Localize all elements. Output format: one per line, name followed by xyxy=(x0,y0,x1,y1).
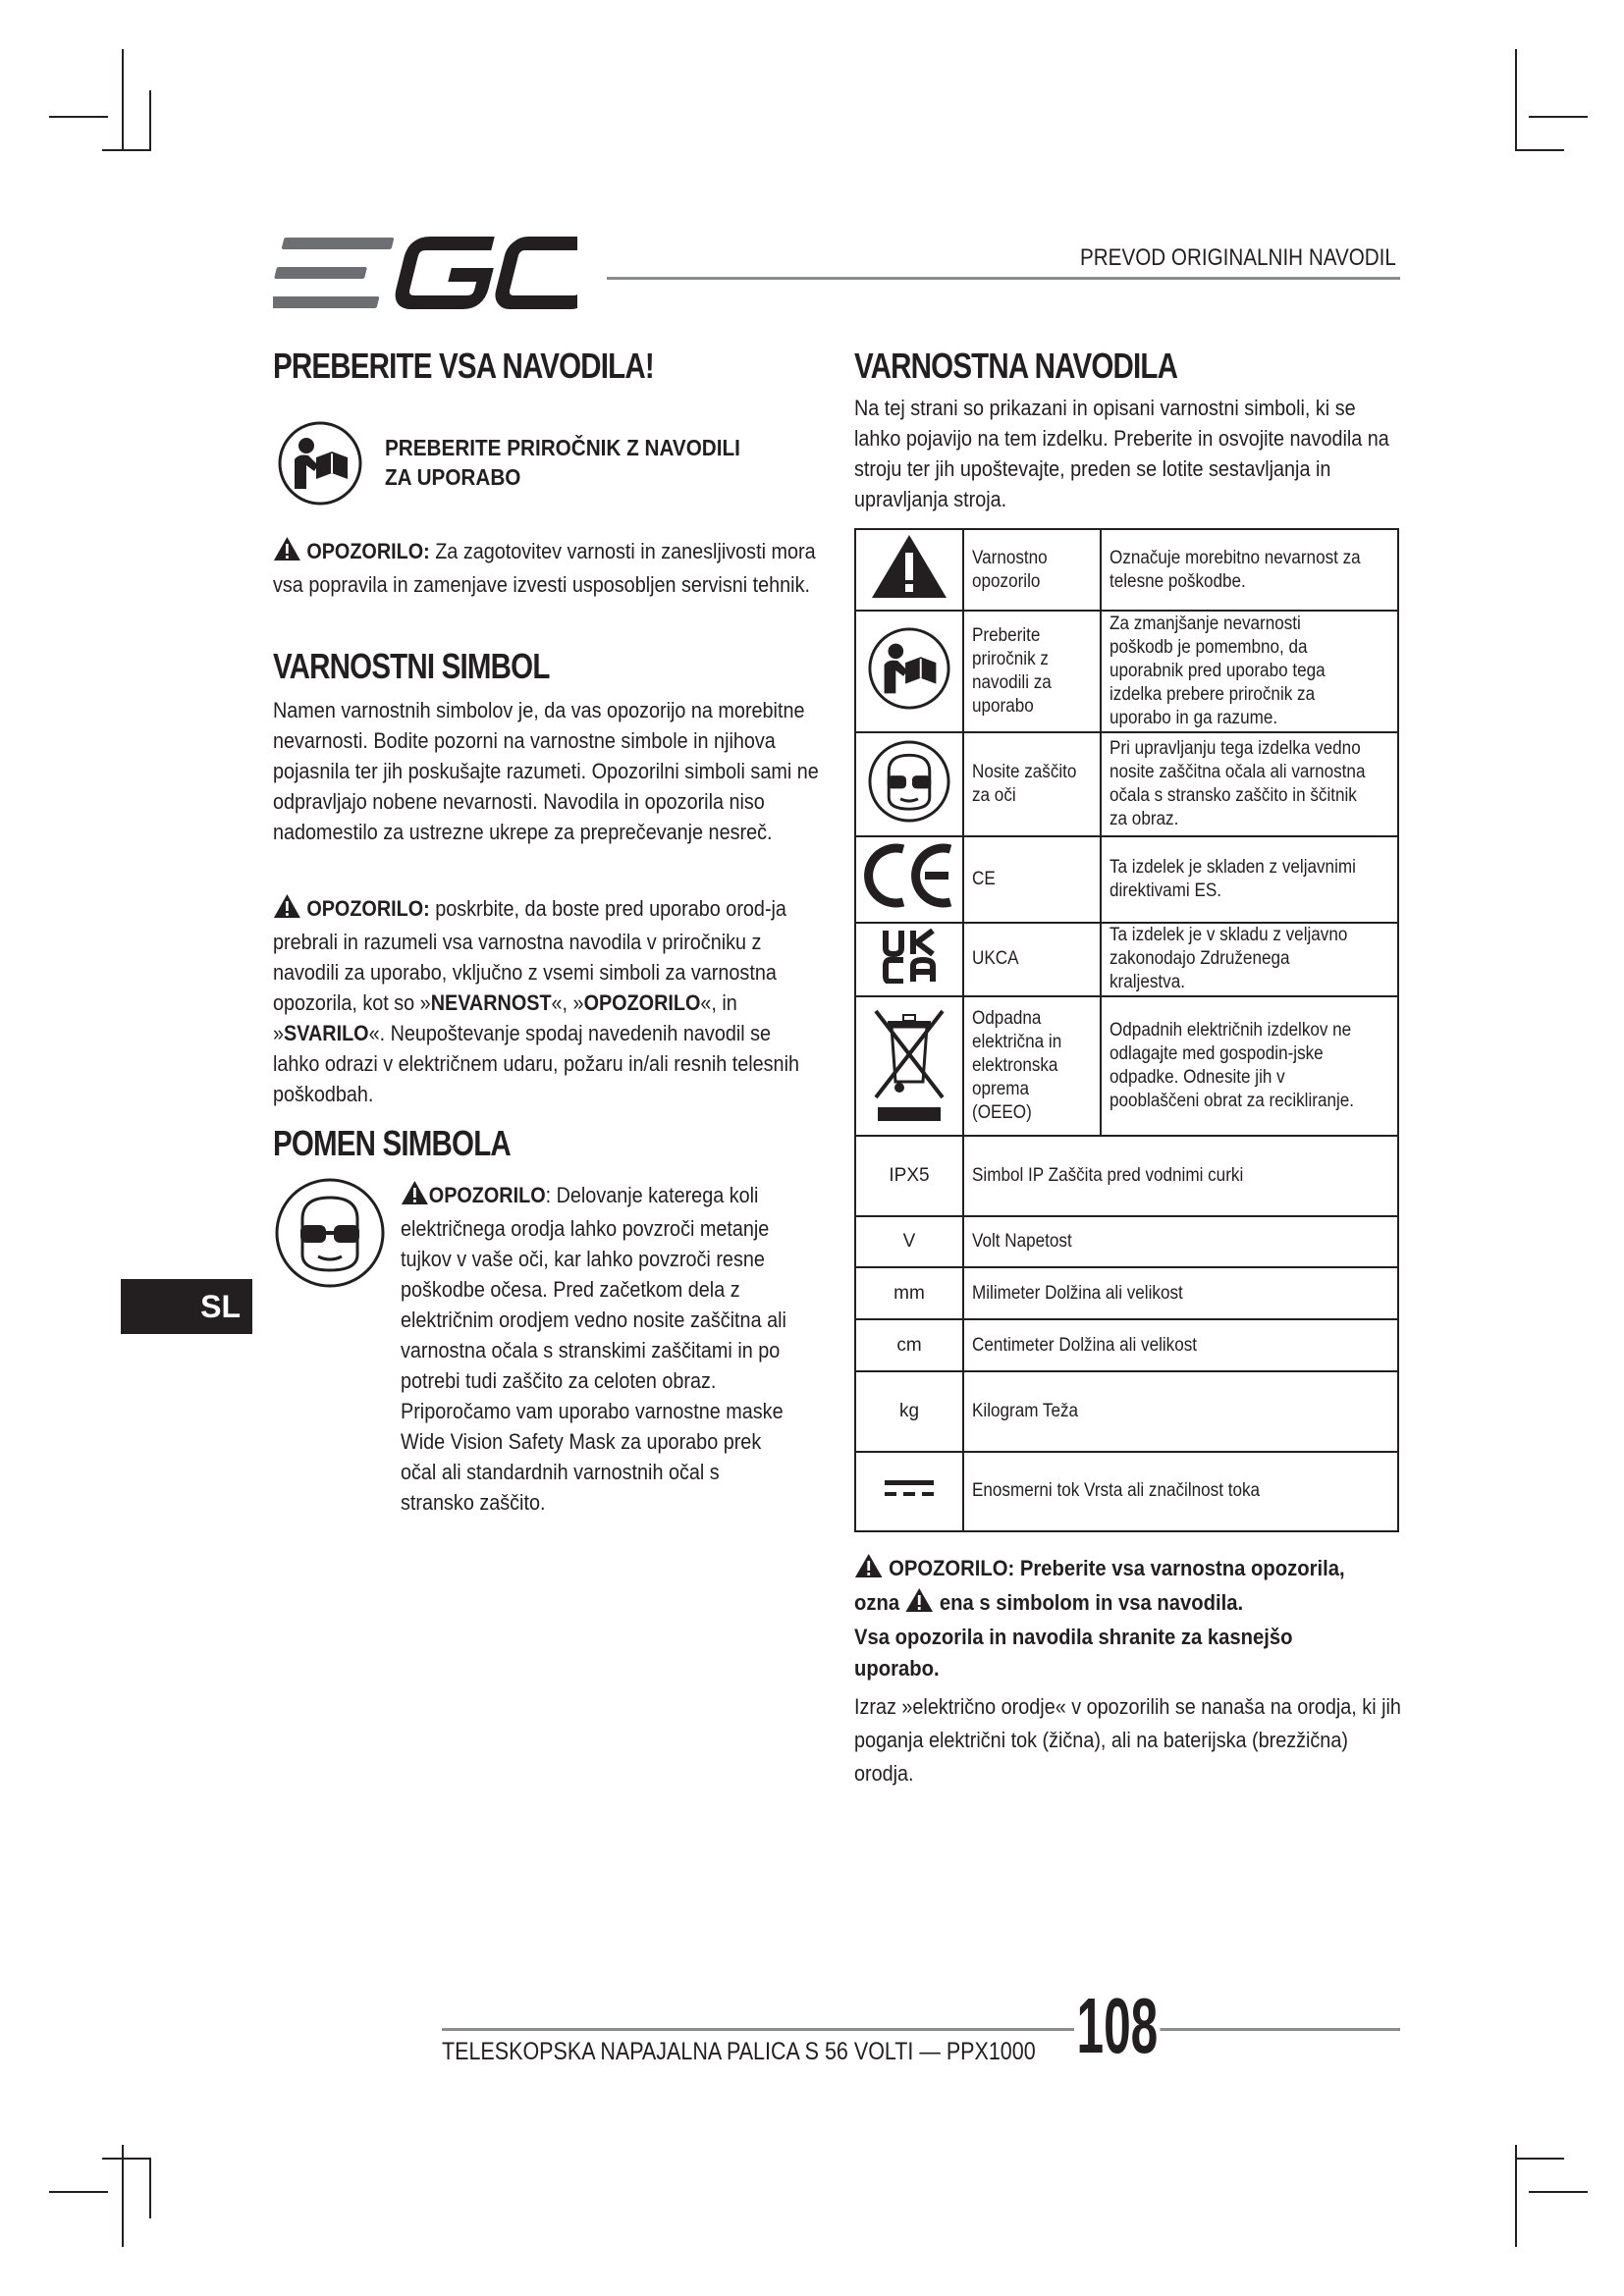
symbol-cell xyxy=(855,611,963,732)
symbol-name: Preberite priročnik z navodili za uporabo xyxy=(963,611,1101,732)
warning-label: OPOZORILO: xyxy=(306,896,430,921)
symbol-meaning: Odpadnih električnih izdelkov ne odlagajte med gospodin-jske odpadke. Odnesite jih v pooblaščeni obrat za recikliranje. xyxy=(1101,996,1398,1136)
crop-mark xyxy=(1515,2158,1564,2160)
doc-type-label: PREVOD ORIGINALNIH NAVODIL xyxy=(1080,244,1396,271)
table-row xyxy=(855,1136,1398,1215)
ce-mark-icon xyxy=(860,894,958,915)
symbol-cell xyxy=(855,529,963,611)
table-row xyxy=(855,611,1398,732)
crop-mark xyxy=(1529,2191,1588,2193)
crop-mark xyxy=(149,90,151,151)
footer-rule xyxy=(442,2028,1400,2031)
warning-text: poskrbite, da boste pred uporabo orod-ja prebrali in razumeli vsa varnostna navodila v priročniku z navodili za uporabo, vključno z vsemi simboli za varnostna opozorila, kot so » xyxy=(273,896,786,1015)
symbol-abbrev: mm xyxy=(893,1282,925,1304)
table-row xyxy=(855,1371,1398,1451)
symbol-name: Varnostno opozorilo xyxy=(963,529,1101,611)
table-row xyxy=(855,1319,1398,1371)
warning-text: «. Neupoštevanje spodaj navedenih navodil se lahko odrazi v električnem udaru, požaru in/ali resnih telesnih poškodbah. xyxy=(273,1021,799,1106)
eye-protection-icon xyxy=(273,1176,387,1290)
symbol-table xyxy=(854,528,1399,1532)
table-row xyxy=(855,923,1398,996)
warning-triangle-icon xyxy=(273,893,301,927)
direct-current-icon xyxy=(885,1483,934,1504)
symbol-abbrev: IPX5 xyxy=(889,1164,930,1186)
section-title-symbol: VARNOSTNI SIMBOL xyxy=(273,646,550,686)
warning-triangle-icon xyxy=(905,1587,934,1622)
section-title-meaning: POMEN SIMBOLA xyxy=(273,1123,511,1163)
symbol-cell xyxy=(855,732,963,836)
read-manual-icon xyxy=(277,420,363,507)
warning-text: «, in » xyxy=(273,990,737,1045)
symbol-description: Kilogram Teža xyxy=(963,1371,1398,1451)
symbol-abbrev: kg xyxy=(898,1400,920,1421)
symbol-cell xyxy=(855,1371,963,1451)
table-row xyxy=(855,732,1398,836)
warning-read-all xyxy=(854,1553,1379,1622)
symbol-cell xyxy=(855,996,963,1136)
table-row xyxy=(855,1216,1398,1268)
keyword-caution: SVARILO xyxy=(284,1021,369,1045)
symbol-cell xyxy=(855,923,963,996)
keyword-warning: OPOZORILO xyxy=(583,990,701,1015)
read-manual-label: PREBERITE PRIROČNIK Z NAVODILI ZA UPORABO xyxy=(385,435,740,490)
ego-logo xyxy=(273,236,577,310)
table-row xyxy=(855,836,1398,922)
symbol-name: Odpadna električna in elektronska oprema (OEEO) xyxy=(963,996,1101,1136)
symbol-paragraph: Namen varnostnih simbolov je, da vas opozorijo na morebitne nevarnosti. Bodite pozorni na varnostne simbole in njihova pojasnila ter jih poskušajte razumeti. Opozorilni simboli sami ne odpravljajo nobene nevarnosti. Navodila in opozorila niso nadomestilo za ustrezne ukrepe za preprečevanje nesreč. xyxy=(273,698,819,844)
section-title-read: PREBERITE VSA NAVODILA! xyxy=(273,346,654,386)
ukca-mark-icon xyxy=(882,968,937,988)
symbol-meaning: Pri upravljanju tega izdelka vedno nosite zaščitna očala ali varnostna očala s stransko zaščito in ščitnik za obraz. xyxy=(1101,732,1398,836)
symbol-cell xyxy=(855,1136,963,1215)
warning-triangle-icon xyxy=(401,1180,429,1213)
warning-text: Za zagotovitev varnosti in zanesljivosti mora vsa popravila in zamenjave izvesti usposobljen servisni tehnik. xyxy=(273,539,816,597)
symbol-cell xyxy=(855,1319,963,1371)
crop-mark xyxy=(102,2158,151,2160)
warning-triangle-icon xyxy=(854,1553,883,1587)
symbol-cell xyxy=(855,1267,963,1319)
warning-text: : Delovanje katerega koli električnega orodja lahko povzroči metanje tujkov v vaše oči, kar lahko povzroči resne poškodbe očesa. Pred začetkom dela z električnim orodjem vedno nosite zaščitna ali varnostna očala s stranskimi zaščitami in po potrebi tudi zaščito za celoten obraz. Priporočamo vam uporabo varnostne maske Wide Vision Safety Mask za uporabo prek očal ali standardnih varnostnih očal s stransko zaščito. xyxy=(401,1183,786,1515)
crop-mark xyxy=(149,2158,151,2218)
symbol-description: Volt Napetost xyxy=(963,1216,1398,1268)
weee-bin-icon xyxy=(870,1107,948,1128)
section-title-instructions: VARNOSTNA NAVODILA xyxy=(854,346,1178,386)
eye-protection-icon xyxy=(867,808,951,828)
symbol-cell xyxy=(855,1452,963,1531)
symbol-name: Nosite zaščito za oči xyxy=(963,732,1101,836)
symbol-description: Milimeter Dolžina ali velikost xyxy=(963,1267,1398,1319)
save-instructions: Vsa opozorila in navodila shranite za kasnejšo uporabo. xyxy=(854,1625,1293,1681)
crop-mark xyxy=(1515,2145,1517,2247)
symbol-description: Simbol IP Zaščita pred vodnimi curki xyxy=(963,1136,1398,1215)
warning-triangle-icon xyxy=(870,584,948,605)
symbol-name: UKCA xyxy=(963,923,1101,996)
symbol-abbrev: cm xyxy=(896,1334,922,1356)
warning-text: «, » xyxy=(551,990,584,1015)
symbol-abbrev: V xyxy=(902,1231,916,1253)
symbol-cell xyxy=(855,836,963,922)
warning-text: ena s simbolom in vsa navodila. xyxy=(939,1590,1244,1615)
symbol-description: Enosmerni tok Vrsta ali značilnost toka xyxy=(963,1452,1398,1531)
header-rule xyxy=(607,277,1400,280)
warning-paragraph-1 xyxy=(273,536,821,600)
symbol-name: CE xyxy=(963,836,1101,922)
table-row xyxy=(855,529,1398,611)
crop-mark xyxy=(122,2145,124,2247)
crop-mark xyxy=(1515,149,1564,151)
symbol-meaning: Za zmanjšanje nevarnosti poškodb je pomembno, da uporabnik pred uporabo tega izdelka prebere priročnik za uporabo in ga razume. xyxy=(1101,611,1398,732)
term-paragraph: Izraz »električno orodje« v opozorilih se nanaša na orodja, ki jih poganja električni tok (žična), ali na baterijska (brezžična) orodja. xyxy=(854,1694,1401,1786)
keyword-danger: NEVARNOST xyxy=(430,990,552,1015)
read-manual-icon xyxy=(867,695,951,716)
crop-mark xyxy=(49,116,108,118)
table-row xyxy=(855,1267,1398,1319)
warning-paragraph-2 xyxy=(273,893,821,1109)
crop-mark xyxy=(102,149,151,151)
warning-triangle-icon xyxy=(273,536,301,569)
warning-label: OPOZORILO: xyxy=(306,539,430,563)
crop-mark xyxy=(49,2191,108,2193)
symbol-meaning: Označuje morebitno nevarnost za telesne poškodbe. xyxy=(1101,529,1398,611)
symbol-meaning: Ta izdelek je v skladu z veljavno zakonodajo Združenega kraljestva. xyxy=(1101,923,1398,996)
table-row xyxy=(855,996,1398,1136)
warning-text: OPOZORILO: Preberite vsa varnostna opozorila, ozna xyxy=(854,1556,1345,1615)
footer-product: TELESKOPSKA NAPAJALNA PALICA S 56 VOLTI — PPX1000 xyxy=(442,2038,1036,2065)
language-tab: SL xyxy=(121,1279,252,1334)
symbol-meaning: Ta izdelek je skladen z veljavnimi direktivami ES. xyxy=(1101,836,1398,922)
warning-paragraph-3 xyxy=(401,1180,798,1518)
crop-mark xyxy=(1529,116,1588,118)
crop-mark xyxy=(122,49,124,151)
symbol-description: Centimeter Dolžina ali velikost xyxy=(963,1319,1398,1371)
table-row xyxy=(855,1452,1398,1531)
page-number: 108 xyxy=(1074,1987,1161,2065)
crop-mark xyxy=(1515,49,1517,151)
warning-label: OPOZORILO xyxy=(428,1183,546,1207)
intro-paragraph: Na tej strani so prikazani in opisani varnostni simboli, ki se lahko pojavijo na tem izdelku. Preberite in osvojite navodila na stroju ter jih upoštevajte, preden se lotite sestavljanja in upravljanja stroja. xyxy=(854,396,1389,511)
symbol-cell xyxy=(855,1216,963,1268)
